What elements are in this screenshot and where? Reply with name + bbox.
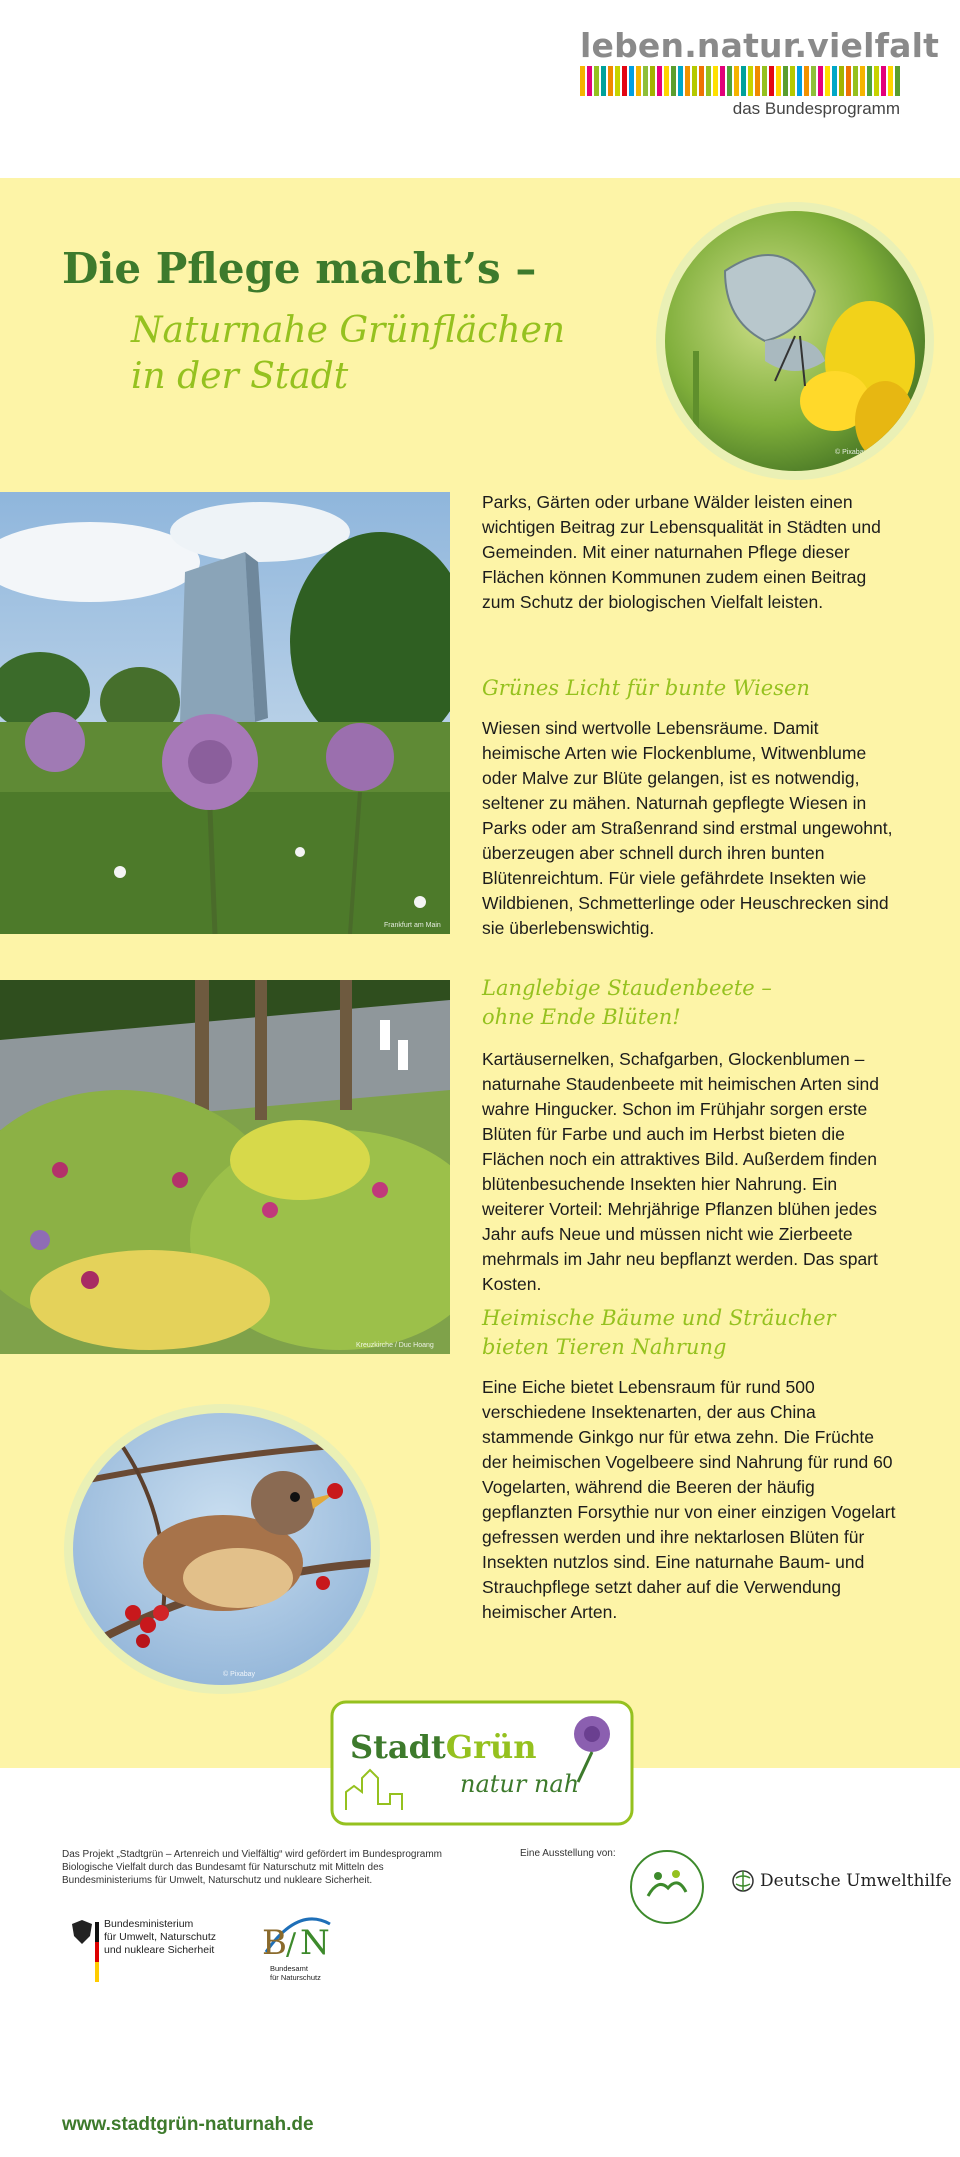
brand-stripe: [839, 66, 844, 96]
funding-notice: Das Projekt „Stadtgrün – Artenreich und Vielfältig“ wird gefördert im Bundesprogramm Biologische Vielfalt durch das Bundesamt für Naturschutz mit Mitteln des Bundesministeriums für Umwelt, Naturschutz und nukleare Sicherheit.: [62, 1849, 442, 1886]
brand-stripe: [874, 66, 879, 96]
brand-stripe: [797, 66, 802, 96]
duh-label: Deutsche Umwelthilfe: [760, 1871, 952, 1891]
section-perennials-body: Kartäusernelken, Schafgarben, Glockenblumen – naturnahe Staudenbeete mit heimischen Arten sind wahre Hingucker. Schon im Frühjahr sorgen erste Blüten für Farbe und auch im Herbst bieten die Flächen noch ein attraktives Bild. Außerdem finden blütenbesuchende Insekten hier Nahrung. Ein weiterer Vorteil: Mehrjährige Pflanzen blühen jedes Jahr aufs Neue und müssen nicht wie Zierbeete mehrmals im Jahr neu bepflanzt werden. Das spart Kosten.: [482, 1049, 879, 1294]
brand-stripe: [804, 66, 809, 96]
brand-stripe: [853, 66, 858, 96]
svg-text:N: N: [300, 1923, 330, 1962]
bfn-name-line1: Bundesamt: [270, 1964, 308, 1973]
page-subtitle-line2: in der Stadt: [131, 356, 349, 397]
brand-stripe: [881, 66, 886, 96]
brand-stripe: [720, 66, 725, 96]
logo-word-gruen: Grün: [445, 1728, 537, 1766]
brand-stripe: [846, 66, 851, 96]
fieldfare-bird-photo: [64, 1404, 380, 1694]
section-perennials-title-line2: ohne Ende Blüten!: [482, 1005, 681, 1029]
brand-title: leben.natur.vielfalt: [580, 26, 940, 65]
brand-stripe: [643, 66, 648, 96]
svg-text:B: B: [262, 1923, 287, 1962]
perennial-bed-photo: [0, 980, 450, 1354]
butterfly-photo: [656, 202, 934, 480]
federal-eagle-icon: [72, 1920, 92, 1944]
brand-subtitle: das Bundesprogramm: [732, 99, 900, 118]
brand-stripe: [888, 66, 893, 96]
bmu-name-line2: für Umwelt, Naturschutz: [104, 1931, 217, 1943]
brand-stripe: [706, 66, 711, 96]
brand-stripe: [608, 66, 613, 96]
brand-stripe: [783, 66, 788, 96]
kommunen-biologische-vielfalt-logo: [628, 1848, 706, 1926]
bmu-name-line3: und nukleare Sicherheit: [104, 1944, 215, 1956]
brand-stripe: [895, 66, 900, 96]
bmu-name-line1: Bundesministerium: [104, 1918, 194, 1930]
brand-stripe: [580, 66, 585, 96]
brand-stripe: [755, 66, 760, 96]
brand-stripe: [769, 66, 774, 96]
brand-stripe: [860, 66, 865, 96]
section-trees-title-line1: Heimische Bäume und Sträucher: [482, 1306, 836, 1330]
section-meadows-body: Wiesen sind wertvolle Lebensräume. Damit heimische Arten wie Flockenblume, Witwenblume oder Malve zur Blüte gelangen, ist es notwendig, seltener zu mähen. Naturnah gepflegte Wiesen in Parks oder am Straßenrand sind erstmal ungewohnt, überzeugen aber schnell durch ihren bunten Blütenreichtum. Für viele gefährdete Insekten wie Wildbienen, Schmetterlinge oder Heuschrecken sind sie überlebenswichtig.: [482, 718, 893, 938]
page-title: Die Pflege macht’s –: [62, 244, 537, 293]
bmu-name: [104, 1918, 216, 1957]
brand-stripe: [622, 66, 627, 96]
brand-stripe: [699, 66, 704, 96]
brand-stripe: [636, 66, 641, 96]
brand-stripe: [727, 66, 732, 96]
brand-stripe: [734, 66, 739, 96]
logo-word-naturnah: natur nah: [460, 1770, 580, 1798]
stadtgruen-naturnah-logo: [330, 1700, 634, 1826]
brand-stripe: [776, 66, 781, 96]
website-link[interactable]: www.stadtgrün-naturnah.de: [62, 2114, 314, 2135]
brand-stripe: [671, 66, 676, 96]
brand-stripe: [657, 66, 662, 96]
exhibition-label: Eine Ausstellung von:: [520, 1848, 616, 1859]
perennial-bed-photo-credit: Kreuzkirche / Duc Hoang: [356, 1342, 434, 1349]
brand-stripe: [664, 66, 669, 96]
brand-stripe: [587, 66, 592, 96]
meadow-photo-credit: Frankfurt am Main: [384, 922, 441, 929]
brand-stripe: [650, 66, 655, 96]
header: [0, 0, 960, 178]
brand-color-stripes: [580, 66, 900, 96]
brand-stripe: [867, 66, 872, 96]
intro-paragraph: Parks, Gärten oder urbane Wälder leisten einen wichtigen Beitrag zur Lebensqualität in Städten und Gemeinden. Mit einer naturnahen Pflege dieser Flächen können Kommunen zudem einen Beitrag zum Schutz der biologischen Vielfalt leisten.: [482, 492, 881, 612]
brand-stripe: [594, 66, 599, 96]
page-subtitle-line1: Naturnahe Grünflächen: [131, 310, 566, 351]
brand-stripe: [748, 66, 753, 96]
brand-stripe: [741, 66, 746, 96]
logo-word-stadt: Stadt: [350, 1728, 446, 1766]
svg-text:/: /: [286, 1927, 297, 1962]
section-trees-body: Eine Eiche bietet Lebensraum für rund 500 verschiedene Insektenarten, der aus China stammende Ginkgo nur für etwa zehn. Die Früchte der heimischen Vogelbeere sind Nahrung für rund 60 Vogelarten, während die Beeren der häufig gepflanzten Forsythie nur von einer einzigen Vogelart gefressen werden und ihre nektarlosen Blüten für Insekten nutzlos sind. Eine naturnahe Baum- und Strauchpflege setzt daher auf die Verwendung heimischer Arten.: [482, 1377, 896, 1622]
globe-icon: [732, 1870, 754, 1892]
brand-stripe: [818, 66, 823, 96]
section-meadows-title: Grünes Licht für bunte Wiesen: [482, 676, 810, 700]
brand-stripe: [678, 66, 683, 96]
brand-stripe: [685, 66, 690, 96]
brand-stripe: [713, 66, 718, 96]
butterfly-photo-credit: © Pixabay: [835, 449, 868, 456]
brand-stripe: [629, 66, 634, 96]
brand-stripe: [601, 66, 606, 96]
section-perennials-title-line1: Langlebige Staudenbeete –: [482, 976, 772, 1000]
brand-stripe: [692, 66, 697, 96]
brand-stripe: [790, 66, 795, 96]
brand-stripe: [615, 66, 620, 96]
bfn-name-line2: für Naturschutz: [270, 1973, 321, 1982]
deutsche-umwelthilfe-logo: [732, 1870, 952, 1892]
svg-text:StadtGrün: [350, 1728, 537, 1766]
section-perennials-title: [482, 974, 902, 1032]
section-trees-title: [482, 1304, 902, 1362]
section-trees-title-line2: bieten Tieren Nahrung: [482, 1335, 727, 1359]
brand-stripe: [825, 66, 830, 96]
brand-stripe: [762, 66, 767, 96]
brand-stripe: [832, 66, 837, 96]
bird-photo-credit: © Pixabay: [223, 1671, 256, 1678]
meadow-photo: [0, 492, 450, 934]
bfn-name: [270, 1964, 321, 1982]
brand-stripe: [811, 66, 816, 96]
brand-logo: [580, 26, 940, 119]
